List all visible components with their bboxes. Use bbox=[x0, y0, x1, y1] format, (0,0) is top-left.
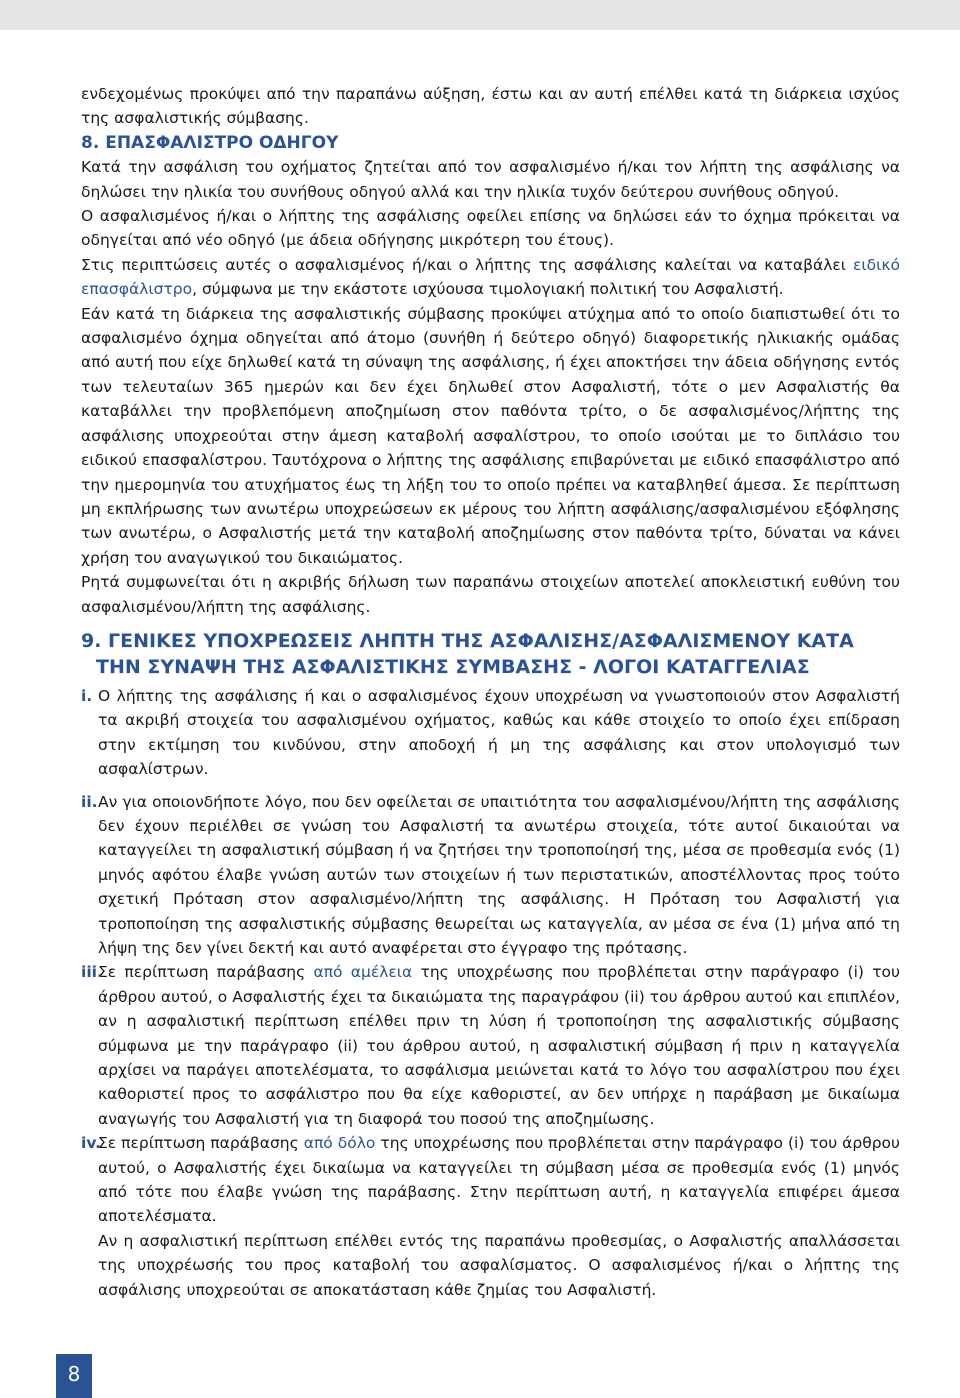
list-item bbox=[81, 790, 900, 961]
section-8-heading: 8. ΕΠΑΣΦΑΛΙΣΤΡΟ ΟΔΗΓΟΥ bbox=[81, 132, 339, 153]
negligence-term: από αμέλεια bbox=[313, 963, 413, 982]
page-top-border bbox=[0, 0, 960, 30]
list-item bbox=[81, 684, 900, 782]
section-8-paragraph-3 bbox=[81, 253, 900, 302]
closing-paragraph: Αν η ασφαλιστική περίπτωση επέλθει εντός της παραπάνω προθεσμίας, ο Ασφαλιστής απαλλάσσεται της υποχρέωσής του προς καταβολή του ασφαλίσματος. Ο ασφαλισμένος ή/και ο λήπτης της ασφάλισης υποχρεούται σε αποκατάσταση κάθε ζημίας του Ασφαλιστή. bbox=[98, 1231, 900, 1299]
intro-paragraph: ενδεχομένως προκύψει από την παραπάνω αύξηση, έστω και αν αυτή επέλθει κατά τη διάρκεια ισχύος της ασφαλιστικής σύμβασης. bbox=[81, 85, 900, 128]
paragraph-3-text-after: , σύμφωνα με την εκάστοτε ισχύουσα τιμολογιακή πολιτική του Ασφαλιστή. bbox=[192, 280, 784, 299]
list-item-text-before: Σε περίπτωση παράβασης bbox=[98, 1134, 304, 1153]
section-8-paragraph-2: Ο ασφαλισμένος ή/και ο λήπτης της ασφάλισης οφείλει επίσης να δηλώσει εάν το όχημα πρόκειται να οδηγείται από νέο οδηγό (με άδεια οδήγησης μικρότερη του έτους). bbox=[81, 207, 900, 250]
paragraph-3-text-before: Στις περιπτώσεις αυτές ο ασφαλισμένος ή/και ο λήπτης της ασφάλισης καλείται να καταβάλει bbox=[81, 255, 854, 274]
list-item-text: Ο λήπτης της ασφάλισης ή και ο ασφαλισμένος έχουν υποχρέωση να γνωστοποιούν στον Ασφαλιστή τα ακριβή στοιχεία του ασφαλισμένου οχήματος, καθώς και κάθε στοιχείο το οποίο έχει επίδραση στην εκτίμηση του κινδύνου, στην αποδοχή ή μη της ασφάλισης και στον υπολογισμό των ασφαλίστρων. bbox=[98, 686, 900, 779]
list-marker: i. bbox=[81, 686, 93, 705]
special-surcharge-term: ειδικό επασφάλιστρο bbox=[81, 255, 900, 299]
page-number: 8 bbox=[56, 1354, 92, 1398]
list-item-text-before: Σε περίπτωση παράβασης bbox=[98, 963, 314, 982]
section-9-heading-line-2: ΤΗΝ ΣΥΝΑΨΗ ΤΗΣ ΑΣΦΑΛΙΣΤΙΚΗΣ ΣΥΜΒΑΣΗΣ - ΛΟΓΟΙ ΚΑΤΑΓΓΕΛΙΑΣ bbox=[96, 655, 810, 678]
list-item-text-after: της υποχρέωσης που προβλέπεται στην παράγραφο (i) του άρθρου αυτού, ο Ασφαλιστής έχει δικαίωμα να καταγγείλει τη σύμβαση μέσα σε προθεσμία ενός (1) μηνός από τότε που έλαβε γνώση της παράβασης. Στην περίπτωση αυτή, η καταγγελία επιφέρει άμεσα αποτελέσματα. bbox=[98, 1134, 900, 1226]
list-item bbox=[81, 1131, 900, 1229]
document-body bbox=[81, 82, 900, 1302]
list-marker: iv. bbox=[81, 1134, 102, 1153]
section-8-paragraph-1: Κατά την ασφάλιση του οχήματος ζητείται από τον ασφαλισμένο ή/και τον λήπτη της ασφάλισης να δηλώσει την ηλικία του συνήθους οδηγού αλλά και την ηλικία τυχόν δεύτερου συνήθους οδηγού. bbox=[81, 158, 900, 201]
list-marker: ii. bbox=[81, 792, 98, 811]
list-item-text: Αν για οποιονδήποτε λόγο, που δεν οφείλεται σε υπαιτιότητα του ασφαλισμένου/λήπτη της ασφάλισης δεν έχουν περιέλθει σε γνώση του Ασφαλιστή τα ανωτέρω στοιχεία, τότε αυτοί δικαιούται να καταγγείλει τη ασφαλιστική σύμβαση ή να ζητήσει την τροποποίησή της, μέσα σε προθεσμία ενός (1) μηνός αφότου έλαβε γνώση αυτών των στοιχείων ή των περιστατικών, αποστέλλοντας προς τούτο σχετική Πρόταση στον ασφαλισμένο/λήπτη της ασφάλισης. Η Πρόταση του Ασφαλιστή για τροποποίηση της ασφαλιστικής σύμβασης θεωρείται ως καταγγελία, αν μέσα σε ένα (1) μήνα από τη λήψη της δεν γίνει δεκτή και αυτό αναφέρεται στο έγγραφο της πρότασης. bbox=[98, 792, 900, 957]
list-marker: iii. bbox=[81, 963, 103, 982]
fraud-term: από δόλο bbox=[303, 1134, 376, 1153]
section-8-paragraph-4: Εάν κατά τη διάρκεια της ασφαλιστικής σύμβασης προκύψει ατύχημα από το οποίο διαπιστωθεί ότι το ασφαλισμένο όχημα οδηγείται από άτομο (συνήθη ή δεύτερο οδηγό) διαφορετικής ηλικιακής ομάδας από αυτή που είχε δηλωθεί κατά τη σύναψη της ασφάλισης, ή έχει αποκτήσει την άδεια οδήγησης εντός των τελευταίων 365 ημερών και δεν έχει δηλωθεί στον Ασφαλιστή, τότε ο μεν Ασφαλιστής θα καταβάλλει την προβλεπόμενη αποζημίωση στον παθόντα τρίτο, ο δε ασφαλισμένος/λήπτης της ασφάλισης υποχρεούται στην άμεση καταβολή ασφαλίστρου, το οποίο ισούται με το διπλάσιο του ειδικού επασφαλίστρου. Ταυτόχρονα ο λήπτης της ασφάλισης επιβαρύνεται με ειδικό επασφάλιστρο από την ημερομηνία του ατυχήματος έως τη λήξη του το οποίο πρέπει να καταβληθεί άμεσα. Σε περίπτωση μη εκπλήρωσης των ανωτέρω υποχρεώσεων εκ μέρους του λήπτη ασφάλισης/ασφαλισμένου εξόφλησης των ανωτέρω, ο Ασφαλιστής μετά την καταβολή αποζημίωσης στον παθόντα τρίτο, δύναται να κάνει χρήση του αναγωγικού του δικαιώματος. bbox=[81, 304, 900, 567]
list-item bbox=[81, 960, 900, 1131]
section-8-paragraph-5: Ρητά συμφωνείται ότι η ακριβής δήλωση των παραπάνω στοιχείων αποτελεί αποκλειστική ευθύνη του ασφαλισμένου/λήπτη της ασφάλισης. bbox=[81, 573, 900, 616]
section-9-heading bbox=[81, 628, 900, 680]
section-9-heading-line-1: 9. ΓΕΝΙΚΕΣ ΥΠΟΧΡΕΩΣΕΙΣ ΛΗΠΤΗ ΤΗΣ ΑΣΦΑΛΙΣΗΣ/ΑΣΦΑΛΙΣΜΕΝΟΥ ΚΑΤΑ bbox=[81, 629, 854, 652]
list-item-text-after: της υποχρέωσης που προβλέπεται στην παράγραφο (i) του άρθρου αυτού, ο Ασφαλιστής έχει τα δικαιώματα της παραγράφου (ii) του άρθρου αυτού και επιπλέον, αν η ασφαλιστική περίπτωση επέλθει πριν τη λύση ή τροποποίηση της ασφαλιστικής σύμβασης σύμφωνα με την παράγραφο (ii) του άρθρου αυτού, η ασφαλιστική σύμβαση ή πριν η καταγγελία αρχίσει να παράγει αποτελέσματα, το ασφάλισμα μειώνεται κατά το λόγο του ασφαλίστρου που έχει καθοριστεί προς το ασφάλιστρο που θα είχε καθοριστεί, αν δεν υπήρχε η παράβαση με δικαίωμα αναγωγής του Ασφαλιστή για τη διαφορά του ποσού της αποζημίωσης. bbox=[98, 963, 900, 1128]
